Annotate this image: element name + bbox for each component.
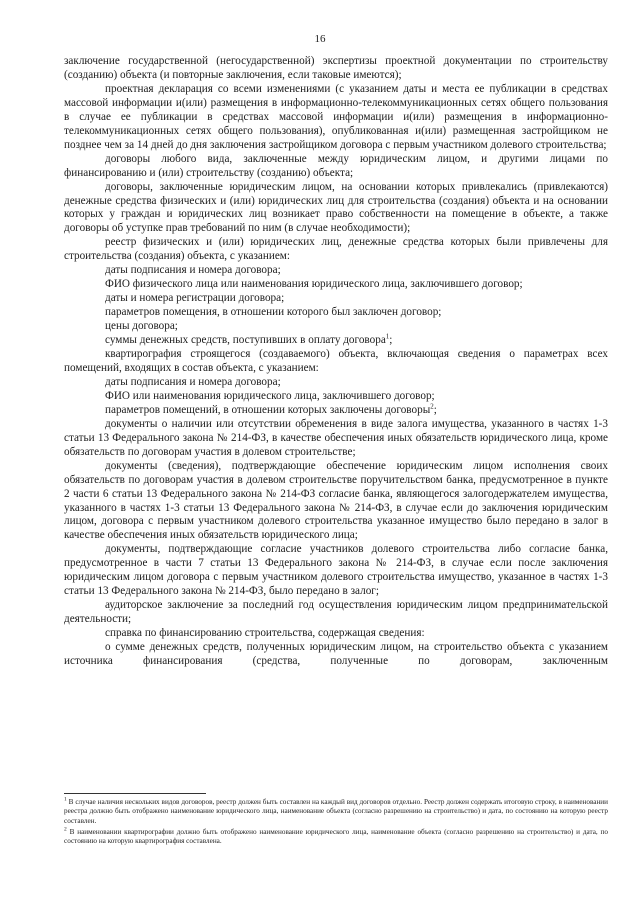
footnote-mark: 2	[64, 826, 67, 833]
footnote-divider	[64, 793, 206, 794]
paragraph: договоры, заключенные юридическим лицом, на основании которых привлекались (привлекаются) денежные средства физических и (или) юридических лиц для строительства (создания) объекта и на основании которых у граждан и юридических лиц возникает право собственности на помещение в объекте, а также договоры об уступке прав требований по ним (в случае необходимости);	[64, 180, 608, 235]
list-item: даты подписания и номера договора;	[105, 375, 281, 388]
list-item	[64, 404, 608, 418]
page-number: 16	[314, 33, 326, 45]
paragraph: договоры любого вида, заключенные между юридическим лицом, и другими лицами по финансированию и (или) строительству (созданию) объекта;	[64, 152, 608, 179]
footnote	[64, 828, 608, 847]
list-item: ФИО или наименования юридического лица, заключившего договор;	[105, 389, 435, 402]
paragraph: проектная декларация со всеми изменениями (с указанием даты и места ее публикации в средствах массовой информации и(или) размещения в информационно-телекоммуникационных сетях общего пользования в случае ее публикации в средствах массовой информации и(или) размещения в информационно-телекоммуникационных сетях общего пользования), опубликованная и(или) размещенная застройщиком не позднее чем за 14 дней до дня заключения застройщиком договора с первым участником долевого строительства;	[64, 82, 608, 151]
paragraph: заключение государственной (негосударственной) экспертизы проектной документации по строительству (созданию) объекта (и повторные заключения, если таковые имеются);	[64, 55, 608, 81]
list-item: даты и номера регистрации договора;	[105, 292, 285, 305]
list-item-tail: ;	[389, 334, 393, 347]
list-item-text: суммы денежных средств, поступивших в оплату договора	[105, 334, 386, 347]
footnote	[64, 798, 608, 826]
footnote-text: В случае наличия нескольких видов договоров, реестр должен быть составлен на каждый вид договоров отдельно. Реестр должен содержать итоговую строку, в наименовании реестра должно быть отображено наименование юридического лица, наименование объекта (согласно разрешению на строительство) и дата, по состоянию на которую реестр составлен.	[64, 798, 608, 825]
paragraph: документы (сведения), подтверждающие обеспечение юридическим лицом исполнения своих обязательств по договорам участия в долевом строительстве поручительством банка, предусмотренное в пункте 2 части 6 статьи 13 Федерального закона № 214-ФЗ согласие банка, являющегося залогодержателем имущества, указанного в частях 1-3 статьи 13 Федерального закона № 214-ФЗ, в случае если до заключения юридическим лицом, договора с первым участником долевого строительства указанное имущество было передано в залог в качестве обеспечения иных обязательств юридического лица;	[64, 459, 608, 542]
footnotes	[64, 798, 608, 848]
paragraph: о сумме денежных средств, полученных юридическим лицом, на строительство объекта с указанием источника финансирования (средства, полученные по договорам, заключенным	[64, 641, 608, 667]
footnote-ref: 2	[430, 402, 434, 411]
list-item: параметров помещения, в отношении которого был заключен договор;	[105, 306, 442, 319]
list-item: ФИО физического лица или наименования юридического лица, заключившего договор;	[105, 278, 523, 291]
body-text	[64, 55, 608, 669]
footnote-text: В наименовании квартирографии должно быть отображено наименование юридического лица, наименование объекта (согласно разрешению на строительство) и дата, по состоянию на которую квартирография составлена.	[64, 827, 608, 846]
paragraph: квартирография строящегося (создаваемого) объекта, включающая сведения о параметрах всех помещений, входящих в состав объекта, с указанием:	[64, 348, 608, 374]
paragraph: аудиторское заключение за последний год осуществления юридическим лицом предпринимательской деятельности;	[64, 599, 608, 626]
footnote-mark: 1	[64, 796, 67, 803]
list-item-text: параметров помещений, в отношении которых заключены договоры	[105, 403, 431, 416]
paragraph: документы о наличии или отсутствии обременения в виде залога имущества, указанного в частях 1-3 статьи 13 Федерального закона № 214-ФЗ, в качестве обеспечения иных обязательств юридического лица, кроме обязательств по договорам участия в долевом строительстве;	[64, 417, 608, 458]
list-item: цены договора;	[105, 320, 178, 333]
paragraph: реестр физических и (или) юридических лиц, денежные средства которых были привлечены для строительства (создания) объекта, с указанием:	[64, 236, 608, 263]
list-item	[64, 334, 608, 348]
footnote-ref: 1	[385, 332, 390, 341]
list-item: даты подписания и номера договора;	[105, 264, 281, 277]
paragraph: документы, подтверждающие согласие участников долевого строительства либо согласие банка, предусмотренное в части 7 статьи 13 Федерального закона № 214-ФЗ, в случае если после заключения юридическим лицом договора с первым участником долевого строительства имущество, указанное в частях 1-3 статьи 13 Федерального закона № 214-ФЗ, было передано в залог;	[64, 543, 608, 598]
list-item: справка по финансированию строительства, содержащая сведения:	[105, 627, 425, 640]
list-item-tail: ;	[433, 403, 437, 416]
